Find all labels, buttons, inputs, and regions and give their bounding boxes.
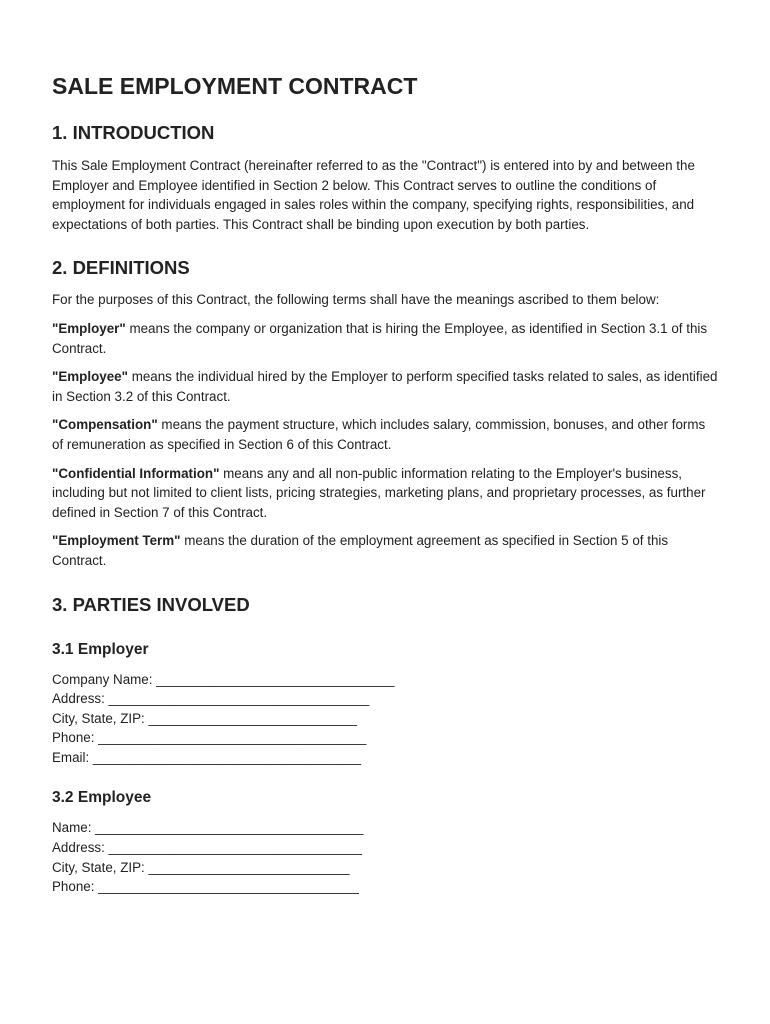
definitions-intro: For the purposes of this Contract, the following terms shall have the meanings ascribed to them below: [52,292,660,308]
document-title: SALE EMPLOYMENT CONTRACT [52,73,418,99]
employer-email-field[interactable]: Email: ____________________________________ [52,749,362,765]
definition-term: "Compensation" [52,417,158,433]
definition-employer [52,319,718,358]
employee-fields [52,818,718,896]
definition-text: means any and all non-public information relating to the Employer's business, including but not limited to client lists, pricing strategies, marketing plans, and proprietary processes, as further defined in Section 7 of this Contract. [52,465,706,520]
employee-address-field[interactable]: Address: __________________________________ [52,840,362,856]
definition-term: "Confidential Information" [52,465,220,481]
definition-employment-term [52,531,718,570]
definition-employee [52,367,718,406]
section-heading-parties: 3. PARTIES INVOLVED [52,593,250,615]
introduction-paragraph: This Sale Employment Contract (hereinafter referred to as the "Contract") is entered into by and between the Employer and Employee identified in Section 2 below. This Contract serves to outline the conditions of employment for individuals engaged in sales roles within the company, specifying rights, responsibilities, and expectations of both parties. This Contract shall be binding upon execution by both parties. [52,158,695,232]
definition-term: "Employee" [52,369,128,385]
definition-text: means the individual hired by the Employer to perform specified tasks related to sales, as identified in Section 3.2 of this Contract. [52,369,718,404]
definition-term: "Employer" [52,320,126,336]
definition-text: means the company or organization that is hiring the Employee, as identified in Section 3.1 of this Contract. [52,320,708,356]
subsection-heading-employee: 3.2 Employee [52,789,152,807]
employer-phone-field[interactable]: Phone: ____________________________________ [52,730,367,746]
employee-phone-field[interactable]: Phone: ___________________________________ [52,879,359,895]
employer-company-name-field[interactable]: Company Name: ________________________________ [52,671,395,687]
section-heading-definitions: 2. DEFINITIONS [52,257,190,279]
definition-compensation [52,415,718,454]
subsection-heading-employer: 3.1 Employer [52,640,149,658]
employee-name-field[interactable]: Name: ____________________________________ [52,820,364,836]
definition-text: means the duration of the employment agreement as specified in Section 5 of this Contract. [52,533,669,568]
definition-term: "Employment Term" [52,533,181,549]
employee-city-state-zip-field[interactable]: City, State, ZIP: ___________________________ [52,859,350,875]
definition-confidential-information [52,464,718,523]
employer-city-state-zip-field[interactable]: City, State, ZIP: ____________________________ [52,710,358,726]
employer-address-field[interactable]: Address: ___________________________________ [52,691,370,707]
section-heading-introduction: 1. INTRODUCTION [52,122,215,143]
definition-text: means the payment structure, which includes salary, commission, bonuses, and other forms of remuneration as specified in Section 6 of this Contract. [52,417,706,452]
employer-fields [52,670,718,768]
